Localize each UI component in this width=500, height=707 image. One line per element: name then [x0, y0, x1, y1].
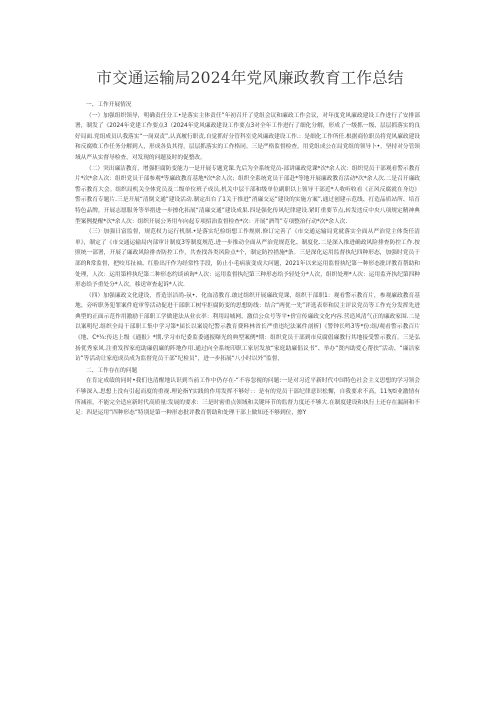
body-paragraph-1: （一）加强组织领导，明确责任分工•是落实主体责任”年初召开了党组会议和廉政工作会议，对年度党风廉政建设工作进行了安排部署，制发了《2024年党建工作要点3（2024年党风廉政建设工作要点3对全年工作进行了细化分解，形成了一级抓一级、层层抓落实的良好局面.党组成员认我落实“一岗双责”,认真履行职责,自觉抓好分管科室党风廉政建设工作.：是细化工作所任.根据商位职员将党风廉政建设和反腐败工作任务分解到人，形成各负其得，层层抓落实的工作格同。三是严格监督检查，用党组成公在局党组的领导卜•，坚持对分管领域从严从实督导检查，对发现的问题及时的促整改。 — [75, 112, 420, 161]
document-title: 市交通运输局2024年党风廉政教育工作总结 — [96, 69, 404, 87]
body-paragraph-2: （二）突出廉洁教育，增强拒腐防变能力一是开展专题党课.先后为全系统党员-部讲廉政党课*次*余人次：组织党员干部观看警示教育片*次*余人次：组织党员干部参观*等廉政教育基地*次*余人次；组织全系统党员干部赴*等地开展廉政教育活动*次*余人次.二是召开廉政警示教育大会。组织局机关全体党员及二级单位班子成员,机关中层干部和级单位副职以上领导干部近*人收听收看《正风反腐就在身边》警示教育专题片.三是开展“清倒文通”建设活动.制定出台了1关于推进“消廉交运”建设的实施方案”,通过创建示范线、打造品质站所、培育特色品牌，开展志愿服务等举措进一步擦化拓展“清廉交通”建设成果.四是强化传风纪律建设.紧盯重要节点,转发违反中央八项规定精神典型案例提醒*次*余人次：组织开展公务用车向起专项招治监督检查*次：开展“酒驾”专项整治行动*次*余人次. — [75, 165, 420, 225]
section-heading-2: 二、工作存在的问题 — [86, 367, 138, 374]
document-body — [75, 99, 420, 419]
body-paragraph-4: （四）加强廉政文化建设，普造崇洁尚-氛•、化血清教育.敢过组织开展廉政党课，组织干部职1：观看警示教育片，参观廉政教育基地、旁听职务犯罪案件庭审等活动促进干部职工树牢拒腐防变的思想防线：结合“两优一先”评选表彰和民主评议党员等工作充分发挥先进典型的正面示范作用激励干部职工学做建法从业衣率：利用局城网、激信公众号等平•价宣传廉政文化内容.营造风清气正的廉政家围.二是以案明纪.组织全局干部职工集中学习第*届长以案说纪警示教育费料林省长严重违纪法案件剖析)《警钟长鸣3等*份:组/观看警示教百片《地、C*¼:传达上级《通报》*期,学习市纪委监委通报曝光的典型案例*期：组织党员干部到市反腐倡廉教行其地接受警示教育。三是弘扬优秀家风.注重发挥家庭助廉倡廉的阵地作用.通过向全系统印职工家居发放“家庭助廉倡议书”、举办“贤内助爱心帮扶”活动、“廉洁家访”等活动让家庭成员成为监督党员干部“纪检员”，进一步拓展“八小时以外”监督， — [75, 292, 420, 363]
body-paragraph-3: （三）加强日富监督，规范权力运行机制.•是落实纪检组想工作规则.修订完善了《市交通运输局党就落实全面从严治党主体货任清单》，制定了《市交通运输局内部审计制度3等制度规范.进一步推动全面从严治党规范化、制度化.二是深入推进确政风险排查防控工作.按照统一部署，开展了廉政风险排杏防控工作，共查找各类风险点*个，制定防控措施*条。三是深化运用监督执纪四种形态，加强时党员干部的R常监督，把咬耳扯袖、红脸出汗作为经常性手段，防止小毛病演变成大问题，2021年以来运用监督执纪第一种形态批评教育帮助和处理，人次：运用第样执纪第二种形态约谈函询*人次：运用监督执纪第三种形态给予轻处分*人次，组织处理*人次：运用监齐执纪第四种形态给予重处分*人次，移送审查起诉*人次. — [75, 229, 420, 289]
section-heading-1: 一、工作开展情况 — [86, 102, 132, 108]
body-paragraph-5: 在肯定成绩的同时•我们也清醒地认识到当前工作中仍存在-“不容忽视的问题:一是对习近平新时代中国特色社会主义思想的学习领会不够深入.思想上没有引起而度的重视.理论指Y实践的作用发挥不够好：：是有的党员干部纪律意识松懈，自我要求不高，11匆ti业激情有所减祖，不能完全适应新时代高质量:发展的要求：三是时密重点领域和关键环节的监督力度还不够大.在制度建设和执行上还存在漏洞和不足：四是运用“四种形态”特别是第一种形态批评教育帮助和处理干部上做知还不够到位，擦Y — [75, 378, 420, 417]
